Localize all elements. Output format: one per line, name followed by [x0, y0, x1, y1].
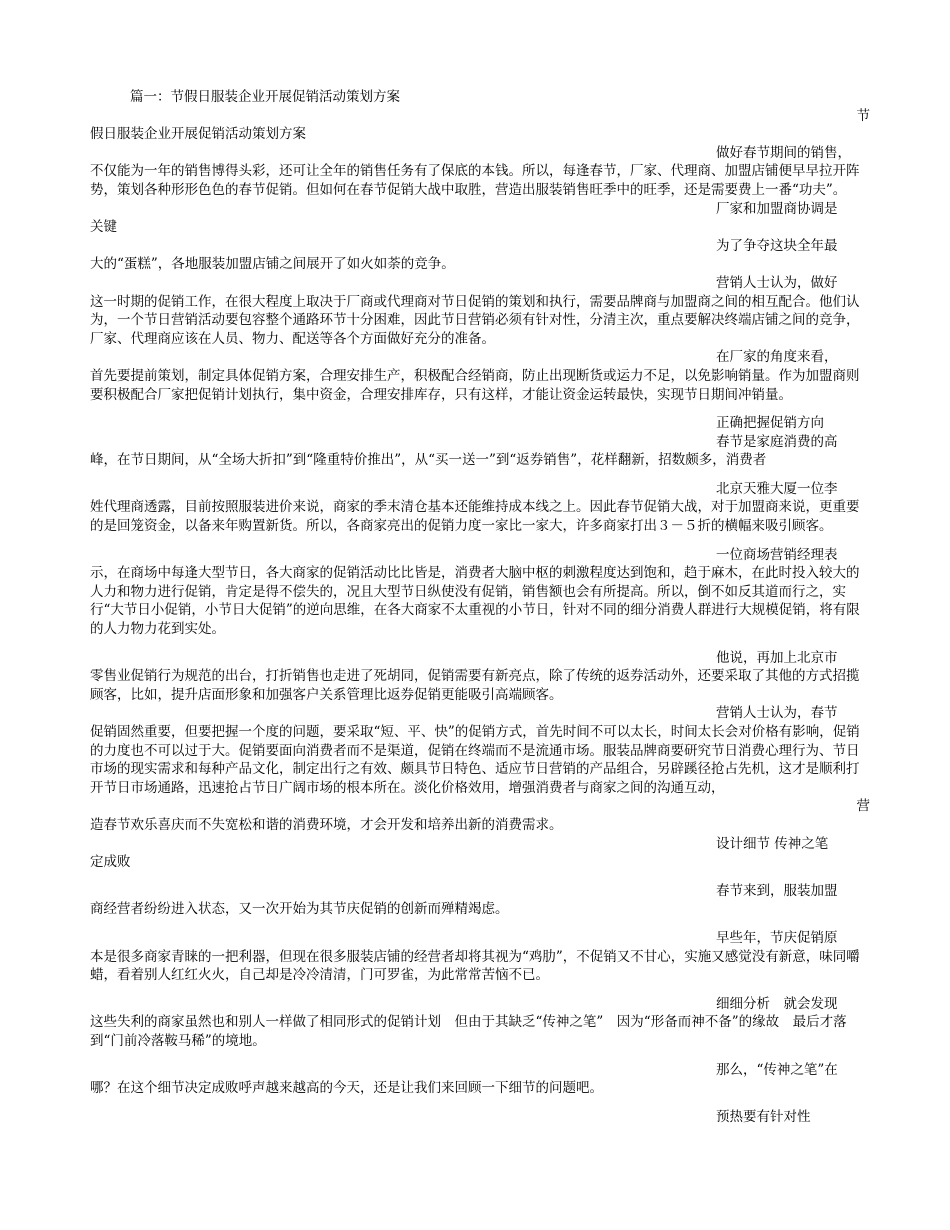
- text-line: 他说，再加上北京市: [716, 649, 838, 666]
- text-line: 为了争夺这块全年最: [716, 237, 838, 254]
- text-line: 做好春节期间的销售，: [716, 144, 851, 161]
- document-body: [90, 88, 870, 1126]
- section-heading: 设计细节 传神之笔: [716, 835, 829, 852]
- section-heading: 定成败: [90, 854, 131, 871]
- document-title: 篇一：节假日服装企业开展促销活动策划方案: [130, 89, 400, 105]
- paragraph: 这些失利的商家虽然也和别人一样做了相同形式的促销计划 但由于其缺乏“传神之笔” 因为“形备而神不备”的缘故 最后才落到“门前冷落鞍马稀”的境地。: [90, 1014, 847, 1049]
- paragraph: 示，在商场中每逢大型节日，各大商家的促销活动比比皆是，消费者大脑中枢的刺激程度达到饱和，趋于麻木，在此时投入较大的人力和物力进行促销，肯定是得不偿失的，况且大型节日纵使没有促销，销售额也会有所提高。所以，倒不如反其道而行之，实行“大节日小促销，小节日大促销”的逆向思维，在各大商家不太重视的小节日，针对不同的细分消费人群进行大规模促销，将有限的人力物力花到实处。: [90, 565, 860, 638]
- text-line: 大的“蛋糕”，各地服装加盟店铺之间展开了如火如荼的竞争。: [90, 256, 455, 273]
- section-heading: 正确把握促销方向: [716, 415, 824, 432]
- text-line: 假日服装企业开展促销活动策划方案: [90, 126, 306, 143]
- text-line: 节: [856, 107, 870, 124]
- text-line: 营: [856, 798, 870, 815]
- text-line: 商经营者纷纷进入状态，又一次开始为其节庆促销的创新而殚精竭虑。: [90, 901, 509, 918]
- paragraph: 首先要提前策划，制定具体促销方案，合理安排生产，积极配合经销商，防止出现断货或运力不足，以免影响销量。作为加盟商则要积极配合厂家把促销计划执行，集中资金，合理安排库存，只有这样，才能让资金运转最快，实现节日期间冲销量。: [90, 367, 860, 403]
- paragraph: 不仅能为一年的销售博得头彩，还可让全年的销售任务有了保底的本钱。所以，每逢春节，厂家、代理商、加盟店铺便早早拉开阵势，策划各种形形色色的春节促销。但如何在春节促销大战中取胜，营造出服装销售旺季中的旺季，还是需要费上一番“功夫”。: [90, 163, 860, 198]
- text-line: 春节是家庭消费的高: [716, 433, 838, 450]
- section-heading: 厂家和加盟商协调是: [716, 200, 838, 217]
- text-line: 北京天雅大厦一位李: [716, 480, 838, 497]
- paragraph: 促销固然重要，但要把握一个度的问题，要采取“短、平、快”的促销方式，首先时间不可以太长，时间太长会对价格有影响，促销的力度也不可以过于大。促销要面向消费者而不是渠道，促销在终端而不是流通市场。服装品牌商要研究节日消费心理行为、节日市场的现实需求和每种产品文化，制定出行之有效、颇具节日特色、适应节日营销的产品组合，另辟蹊径抢占先机，这才是顺利打开节日市场通路，迅速抢占节日广阔市场的根本所在。淡化价格效用，增强消费者与商家之间的沟通互动，: [90, 724, 860, 796]
- paragraph: 姓代理商透露，目前按照服装进价来说，商家的季末清仓基本还能维持成本线之上。因此春节促销大战，对于加盟商来说，更重要的是回笼资金，以备来年购置新货。所以，各商家亮出的促销力度一家比一家大，许多商家打出３－５折的横幅来吸引顾客。: [90, 499, 860, 535]
- paragraph: 这一时期的促销工作，在很大程度上取决于厂商或代理商对节日促销的策划和执行，需要品牌商与加盟商之间的相互配合。他们认为，一个节日营销活动要包容整个通路环节十分困难，因此节日营销必须有针对性，分清主次，重点要解决终端店铺之间的竞争，厂家、代理商应该在人员、物力、配送等各个方面做好充分的准备。: [90, 293, 860, 347]
- text-line: 细细分析 就会发现: [716, 995, 838, 1012]
- paragraph: 零售业促销行为规范的出台，打折销售也走进了死胡同，促销需要有新亮点，除了传统的返券活动外，还要采取了其他的方式招揽顾客，比如，提升店面形象和加强客户关系管理比返券促销更能吸引高端顾客。: [90, 668, 860, 703]
- paragraph: 本是很多商家青睐的一把利器，但现在很多服装店铺的经营者却将其视为“鸡肋”，不促销又不甘心，实施又感觉没有新意，味同嚼蜡，看着别人红红火火，自己却是冷冷清清，门可罗雀，为此常常苦恼不已。: [90, 948, 860, 984]
- section-heading: 关键: [90, 219, 117, 236]
- text-line: 一位商场营销经理表: [716, 546, 838, 563]
- text-line: 营销人士认为，春节: [716, 705, 838, 722]
- text-line: 营销人士认为，做好: [716, 274, 838, 291]
- text-line: 那么，“传神之笔”在: [716, 1061, 838, 1078]
- text-line: 春节来到，服装加盟: [716, 882, 838, 899]
- text-line: 早些年，节庆促销原: [716, 929, 838, 946]
- text-line: 哪？在这个细节决定成败呼声越来越高的今天，还是让我们来回顾一下细节的问题吧。: [90, 1080, 603, 1097]
- text-line: 在厂家的角度来看，: [716, 349, 838, 366]
- section-heading: 预热要有针对性: [716, 1108, 811, 1125]
- paragraph: 峰，在节日期间，从“全场大折扣”到“隆重特价推出”，从“买一送一”到“返券销售”，花样翻新，招数颇多，消费者: [90, 452, 767, 469]
- text-line: 造春节欢乐喜庆而不失宽松和谐的消费环境，才会开发和培养出新的消费需求。: [90, 816, 563, 833]
